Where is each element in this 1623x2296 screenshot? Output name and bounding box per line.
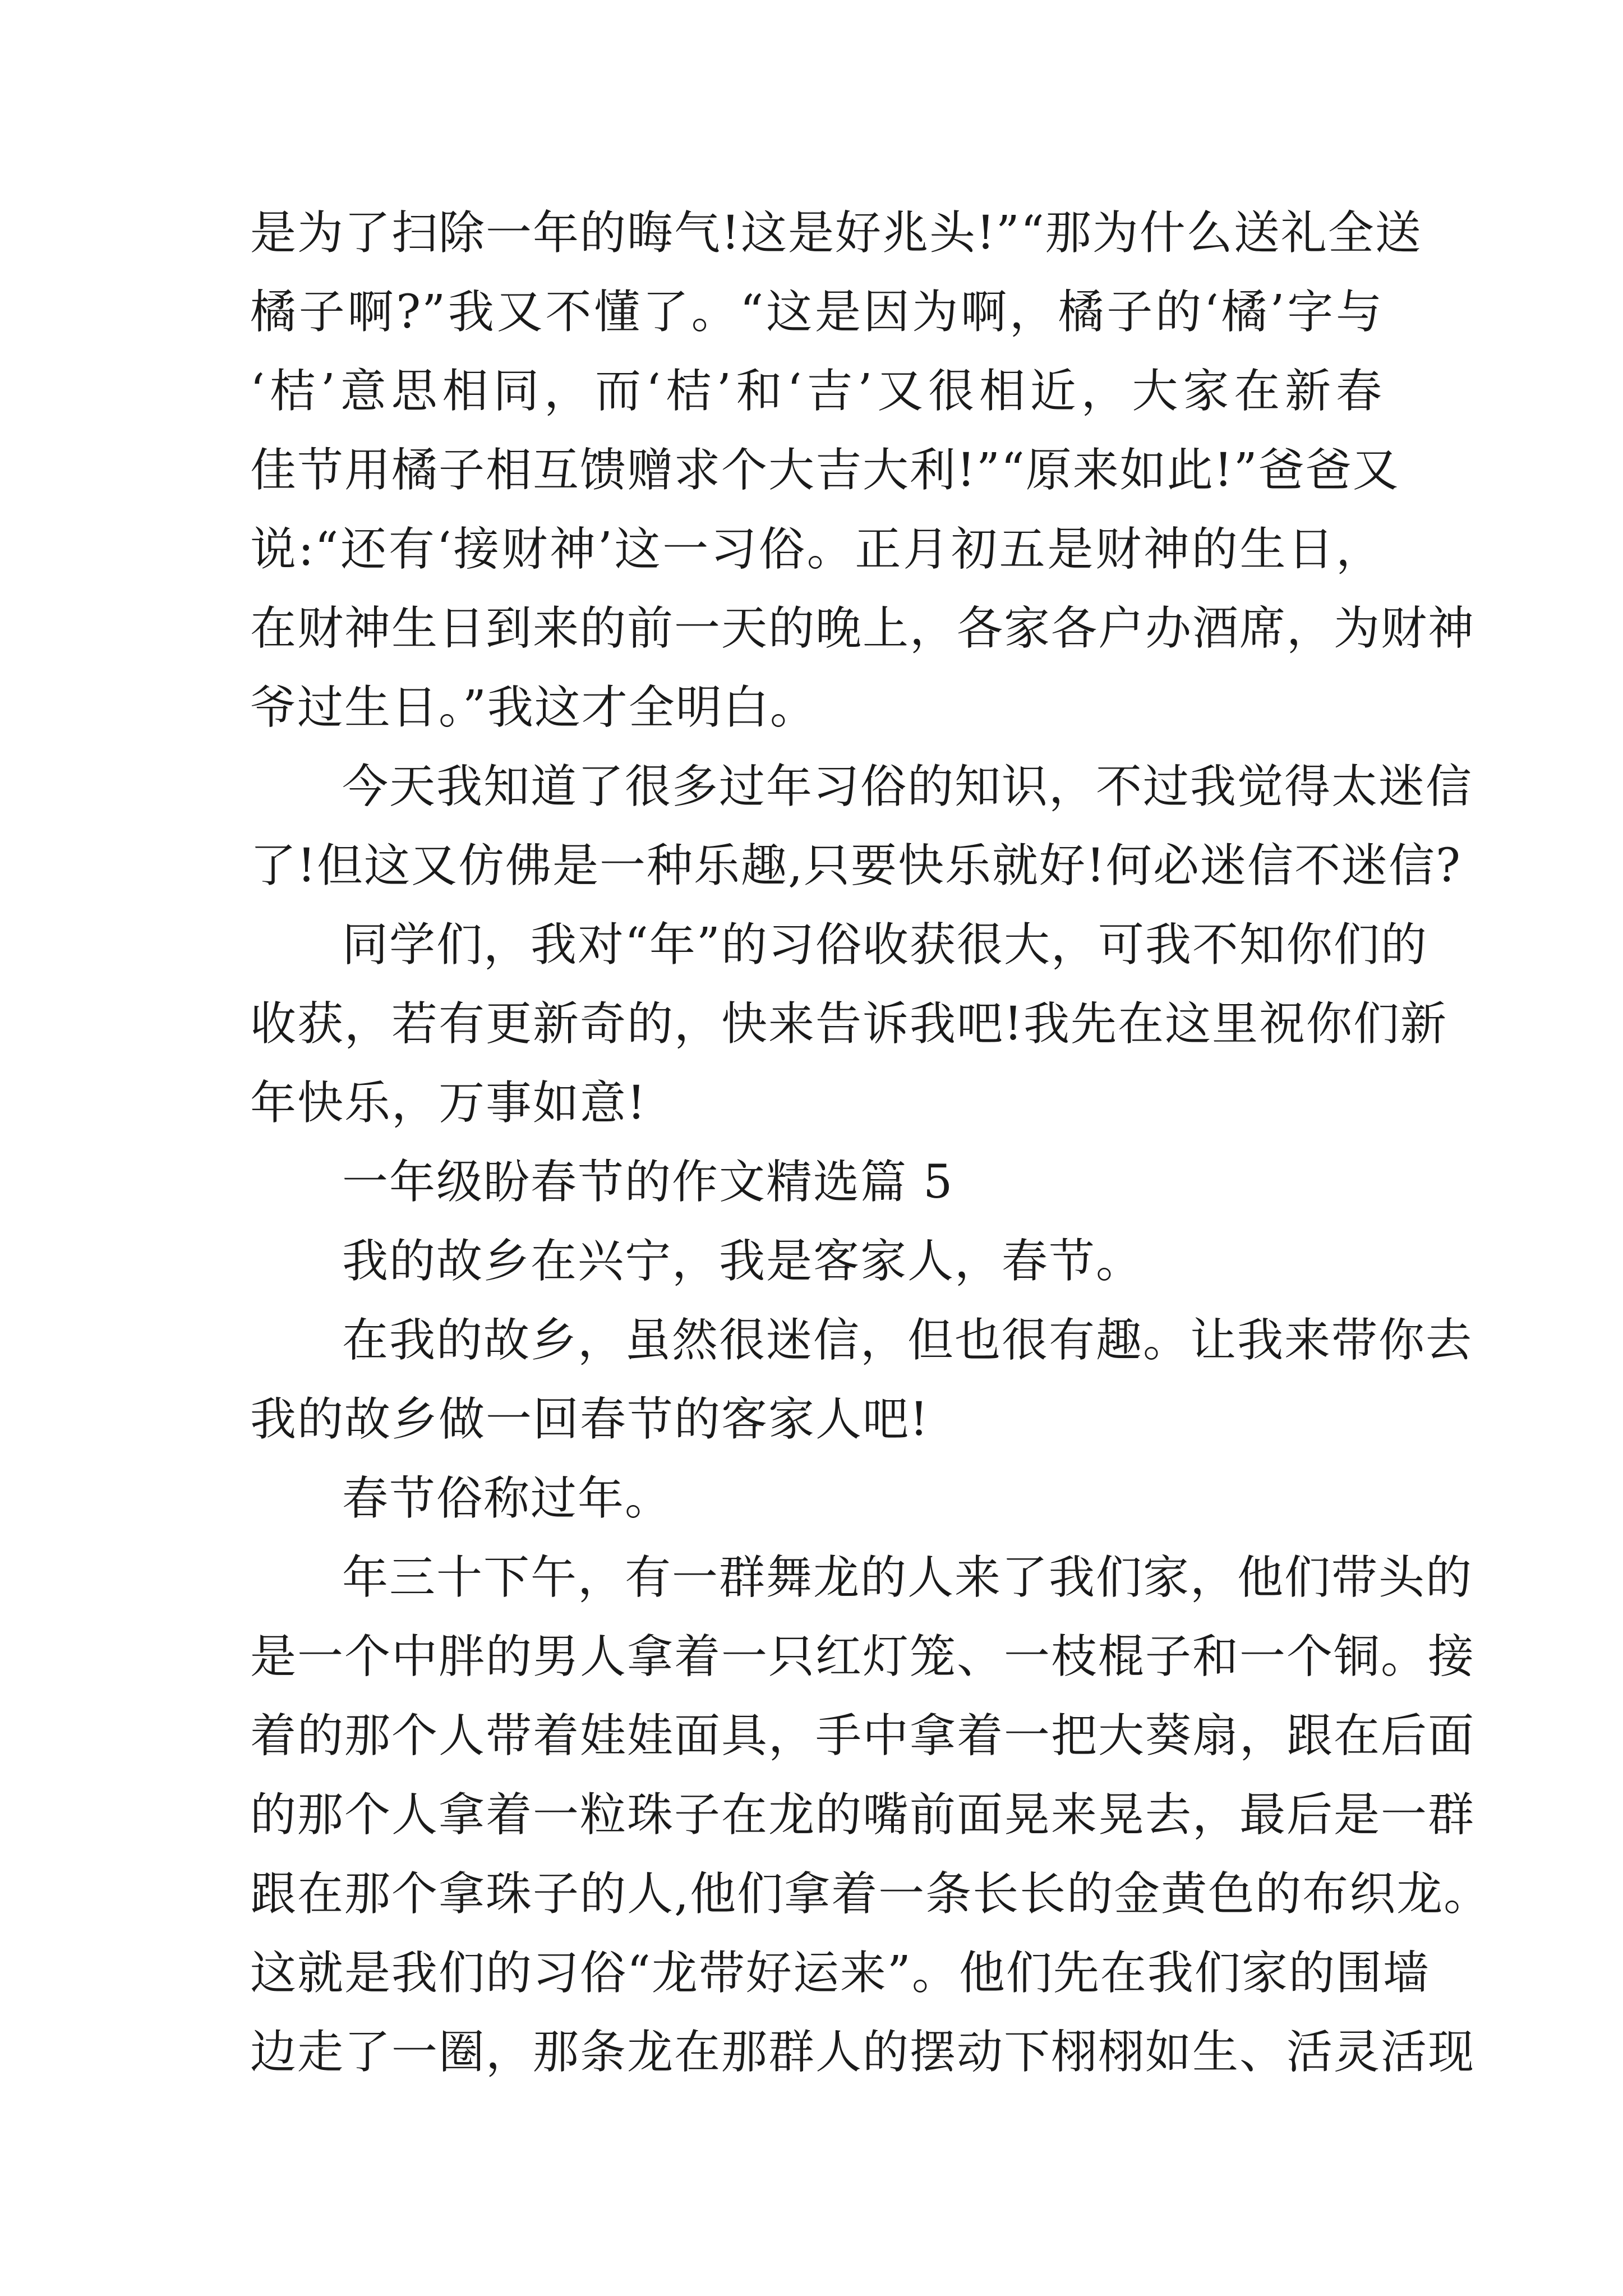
text-line: 是一个中胖的男人拿着一只红灯笼、一枝棍子和一个铜。接: [250, 1630, 1476, 1683]
text-line: 年快乐，万事如意!: [250, 1076, 647, 1130]
text-line: 在财神生日到来的前一天的晚上，各家各户办酒席，为财神: [250, 602, 1476, 655]
essay-text: [250, 194, 1491, 2092]
text-line: 我的故乡在兴宁，我是客家人，春节。: [342, 1235, 1144, 1288]
text-line: ‘桔’意思相同，而‘桔’和‘吉’又很相近，大家在新春: [250, 365, 1383, 418]
text-line: 的那个人拿着一粒珠子在龙的嘴前面晃来晃去，最后是一群: [250, 1788, 1476, 1842]
text-line: 边走了一圈，那条龙在那群人的摆动下栩栩如生、活灵活现: [250, 2026, 1476, 2079]
text-line: 说:“还有‘接财神’这一习俗。正月初五是财神的生日，: [250, 523, 1383, 576]
text-line: 我的故乡做一回春节的客家人吧!: [250, 1393, 929, 1446]
text-line: 跟在那个拿珠子的人,他们拿着一条长长的金黄色的布织龙。: [250, 1867, 1491, 1921]
text-line: 年三十下午，有一群舞龙的人来了我们家，他们带头的: [342, 1551, 1473, 1604]
text-line: 收获，若有更新奇的，快来告诉我吧!我先在这里祝你们新: [250, 997, 1447, 1051]
text-line: 是为了扫除一年的晦气!这是好兆头!”“那为什么送礼全送: [250, 206, 1422, 260]
text-line: 爷过生日。”我这才全明白。: [250, 681, 817, 734]
text-line: 了!但这又仿佛是一种乐趣,只要快乐就好!何必迷信不迷信?: [250, 839, 1461, 892]
text-line: 着的那个人带着娃娃面具，手中拿着一把大葵扇，跟在后面: [250, 1709, 1476, 1763]
text-line: 这就是我们的习俗“龙带好运来”。他们先在我们家的围墙: [250, 1947, 1430, 2000]
text-line: 佳节用橘子相互馈赠求个大吉大利!”“原来如此!”爸爸又: [250, 444, 1400, 497]
text-line: 今天我知道了很多过年习俗的知识，不过我觉得太迷信: [342, 760, 1473, 813]
text-line: 一年级盼春节的作文精选篇 5: [342, 1156, 954, 1209]
text-line: 同学们，我对“年”的习俗收获很大，可我不知你们的: [342, 918, 1428, 972]
text-line: 春节俗称过年。: [342, 1472, 672, 1525]
text-line: 橘子啊?”我又不懂了。“这是因为啊，橘子的‘橘’字与: [250, 286, 1383, 339]
text-line: 在我的故乡，虽然很迷信，但也很有趣。让我来带你去: [342, 1314, 1473, 1367]
